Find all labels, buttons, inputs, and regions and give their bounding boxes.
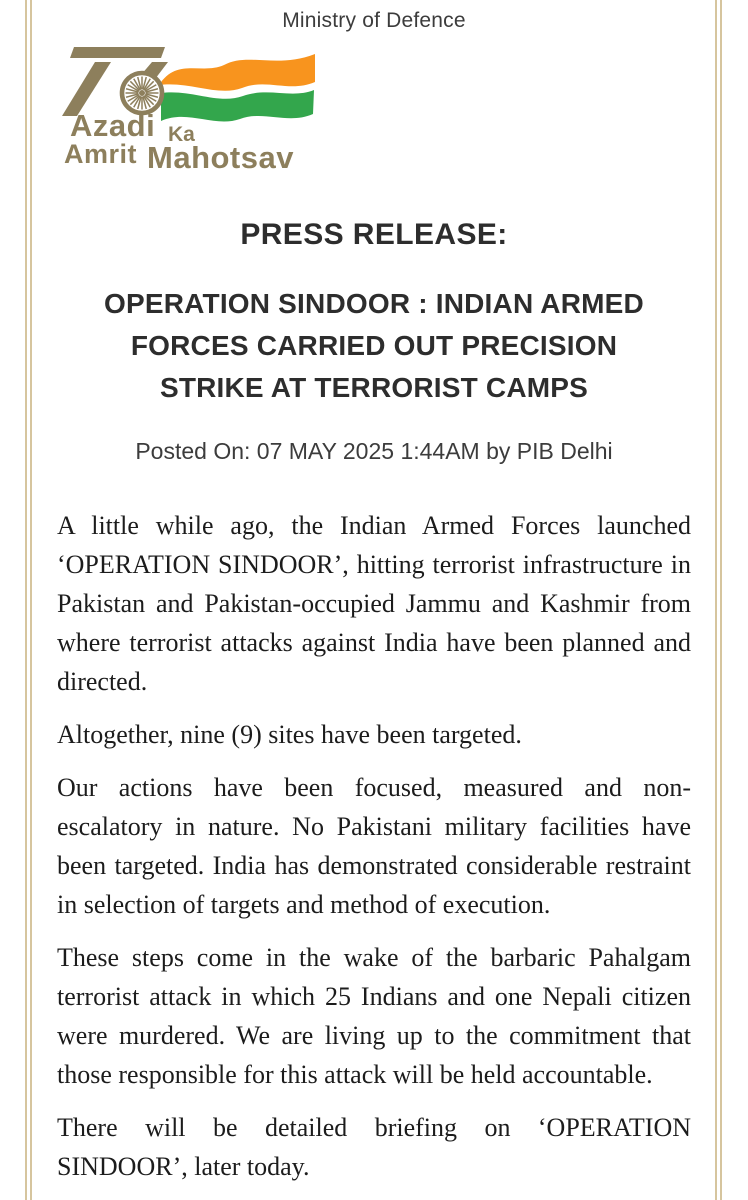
posted-on-line: Posted On: 07 MAY 2025 1:44AM by PIB Delhi xyxy=(135,438,613,464)
page-border-left xyxy=(25,0,32,1200)
body-paragraph: Altogether, nine (9) sites have been targeted. xyxy=(57,720,522,749)
body-paragraph: Our actions have been focused, measured and non-escalatory in nature. No Pakistani military facilities have been targeted. India has demonstrated considerable restraint in selection of targets and method of execution. xyxy=(57,773,691,919)
page-border-right xyxy=(715,0,722,1200)
logo-word-mahotsav: Mahotsav xyxy=(147,140,294,175)
headline-line-2: FORCES CARRIED OUT PRECISION xyxy=(130,330,618,361)
logo-graphic xyxy=(62,41,324,176)
press-release-label: PRESS RELEASE: xyxy=(240,218,508,251)
logo-word-ka: Ka xyxy=(168,123,195,146)
body-paragraph: These steps come in the wake of the barbaric Pahalgam terrorist attack in which 25 Indians and one Nepali citizen were murdered. We are living up to the commitment that those responsible for this attack will be held accountable. xyxy=(57,943,691,1089)
logo-word-amrit: Amrit xyxy=(64,139,138,169)
headline-line-3: STRIKE AT TERRORIST CAMPS xyxy=(159,372,589,403)
india-flag-icon xyxy=(159,54,315,122)
body-paragraph: There will be detailed briefing on ‘OPERATION SINDOOR’, later today. xyxy=(57,1113,691,1181)
headline-line-1: OPERATION SINDOOR : INDIAN ARMED xyxy=(104,288,644,319)
release-body xyxy=(34,506,714,1186)
body-paragraph: A little while ago, the Indian Armed Forces launched ‘OPERATION SINDOOR’, hitting terrorist infrastructure in Pakistan and Pakistan-occupied Jammu and Kashmir from where terrorist attacks against India have been planned and directed. xyxy=(57,511,691,696)
azadi-ka-amrit-mahotsav-logo xyxy=(62,41,324,176)
ministry-title: Ministry of Defence xyxy=(282,9,466,32)
logo-word-azadi: Azadi xyxy=(70,108,156,143)
press-release-document xyxy=(34,0,714,1200)
headline xyxy=(34,283,714,409)
ashoka-chakra-icon xyxy=(122,73,162,113)
